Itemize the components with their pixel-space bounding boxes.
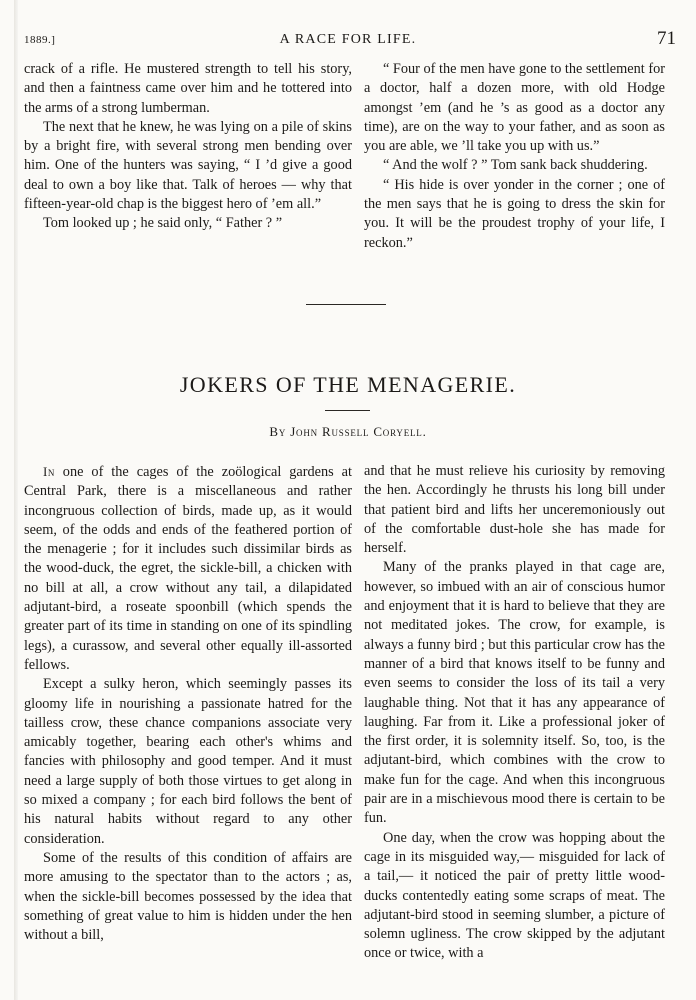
paragraph: Except a sulky heron, which seemingly passes its gloomy life in nourishing a passionate hatred for the tailless crow, these chance companions associate very amicably together, bearing each other's whims and fancies with philosophy and good temper. And it must need a large supply of both those virtues to get along in so mixed a company ; for each bird follows the bent of his natural habits without regard to any other consideration.	[24, 676, 352, 847]
page-binding-edge	[14, 0, 18, 1000]
article-right-column	[364, 462, 665, 964]
paragraph: “ And the wolf ? ” Tom sank back shuddering.	[383, 157, 648, 174]
byline	[0, 424, 696, 440]
paragraph: “ His hide is over yonder in the corner ; one of the men says that he is going to dress the skin for you. It will be the proudest trophy of your life, I reckon.”	[364, 176, 665, 251]
paragraph: Some of the results of this condition of affairs are more amusing to the spectator than to the actors ; as, when the sickle-bill becomes possessed by the idea that something of great value to him is hidden under the hen without a bill,	[24, 849, 352, 944]
article-opening-paragraph	[24, 462, 352, 675]
opening-text: one of the cages of the zoölogical gardens at Central Park, there is a miscellaneous and rather incongruous collection of birds, made up, as it would seem, of the odds and ends of the feathered portion of the menagerie ; for it includes such dissimilar birds as the wood-duck, the egret, the sickle-bill, a chicken with no bill at all, a crow without any tail, a dilapidated adjutant-bird, a roseate spoonbill (which spends the greater part of its time in standing on one of its spindling legs), a curassow, and several other equally ill-assorted fellows.	[24, 464, 352, 673]
paragraph: One day, when the crow was hopping about the cage in its misguided way,— misguided for lack of a tail,— it noticed the pair of pretty little wood-ducks contentedly eating some scraps of meat. The adjutant-bird stood in seeming slumber, a picture of solemn ugliness. The crow skipped by the adjutant once or twice, with a	[364, 829, 665, 962]
section-divider	[306, 304, 386, 305]
story-end-left-column	[24, 60, 352, 234]
byline-by: By	[269, 424, 287, 439]
article-left-column	[24, 462, 352, 945]
paragraph: “ Four of the men have gone to the settlement for a doctor, half a dozen more, with old Hodge amongst ’em (and he ’s as good as a doctor any time), are on the way to your father, and as soon as you are able, we ’ll take you up with us.”	[364, 61, 665, 155]
running-header	[24, 28, 676, 52]
article-title: JOKERS OF THE MENAGERIE.	[179, 372, 517, 397]
paragraph: crack of a rifle. He mustered strength to tell his story, and then a faintness came over him and he tottered into the arms of a strong lumberman.	[24, 61, 352, 116]
paragraph: Tom looked up ; he said only, “ Father ? ”	[43, 215, 283, 232]
paragraph-continuation: and that he must relieve his curiosity by removing the hen. Accordingly he thrusts his long bill under that patient bird and lifts her unceremoniously out of the comfortable dust-hole she has made for herself.	[364, 463, 665, 557]
paragraph: Many of the pranks played in that cage are, however, so imbued with an air of conscious humor and enjoyment that it is hard to believe that they are not meditated jokes. The crow, for example, is always a funny bird ; but this particular crow has the manner of a bird that knows itself to be funny and even seems to consider the loss of its tail a very laughable thing. Not that it has any appearance of laughing. Far from it. Like a professional joker of the first order, it is solemnity itself. So, too, is the adjutant-bird, which combines with the crow to make fun for the cage. And when this incongruous pair are in a mischievous mood there is certain to be fun.	[364, 559, 665, 827]
title-rule	[325, 410, 370, 411]
page-number: 71	[657, 28, 676, 49]
header-year: 1889.]	[24, 34, 56, 46]
byline-author: John Russell Coryell.	[290, 424, 427, 439]
story-end-right-column	[364, 60, 665, 253]
header-title: A RACE FOR LIFE.	[279, 32, 417, 47]
opening-word: In	[43, 464, 55, 479]
paragraph: The next that he knew, he was lying on a pile of skins by a bright fire, with several strong men bending over him. One of the hunters was saying, “ I ’d give a good deal to own a boy like that. Talk of heroes — why that fifteen-year-old chap is the biggest hero of ’em all.”	[24, 118, 352, 213]
